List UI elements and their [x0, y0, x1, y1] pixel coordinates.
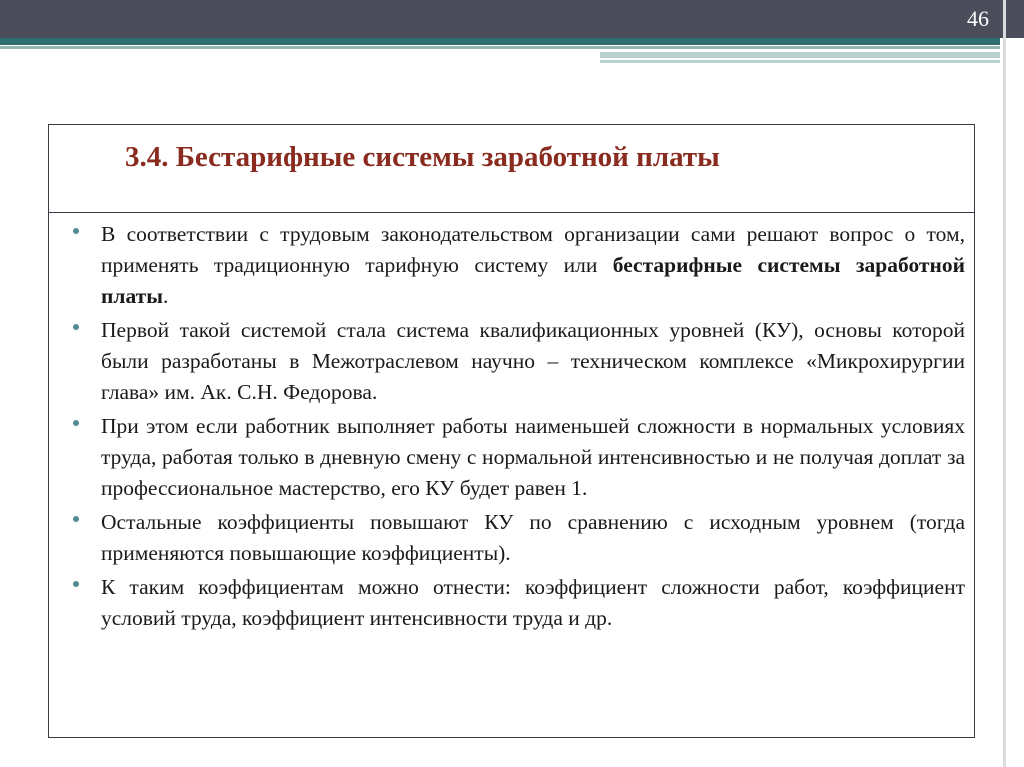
bullet-text: В соответствии с трудовым законодательством организации сами решают вопрос о том, применять традиционную тарифную систему или бестарифные системы заработной платы.: [101, 222, 965, 308]
bullet-dot-icon: [73, 420, 79, 426]
title-box: [49, 125, 974, 213]
bullet-dot-icon: [73, 581, 79, 587]
list-item: [73, 507, 965, 569]
list-item: [73, 219, 965, 312]
bullet-text: При этом если работник выполняет работы наименьшей сложности в нормальных условиях труда, работая только в дневную смену с нормальной интенсивностью и не получая доплат за профессиональное мастерство, его КУ будет равен 1.: [101, 414, 965, 500]
decor-stripe: [0, 38, 1000, 45]
right-edge-line: [1003, 0, 1006, 767]
bullet-text: Остальные коэффициенты повышают КУ по сравнению с исходным уровнем (тогда применяются повышающие коэффициенты).: [101, 510, 965, 565]
decor-stripe: [600, 60, 1000, 63]
list-item: [73, 411, 965, 504]
slide-title: 3.4. Бестарифные системы заработной платы: [125, 141, 720, 173]
bullet-list: [73, 219, 965, 637]
bullet-dot-icon: [73, 228, 79, 234]
bullet-text: Первой такой системой стала система квалификационных уровней (КУ), основы которой были разработаны в Межотраслевом научно – техническом комплексе «Микрохирургии глава» им. Ак. С.Н. Федорова.: [101, 318, 965, 404]
content-frame: [48, 124, 975, 738]
top-bar: [0, 0, 1024, 38]
page-number: 46: [967, 6, 989, 31]
bullet-dot-icon: [73, 516, 79, 522]
decor-stripe: [0, 46, 1000, 49]
bullet-dot-icon: [73, 324, 79, 330]
list-item: [73, 315, 965, 408]
list-item: [73, 572, 965, 634]
decor-stripe: [600, 52, 1000, 58]
bold-term: бестарифные системы заработной платы: [101, 253, 965, 308]
bullet-text: К таким коэффициентам можно отнести: коэффициент сложности работ, коэффициент условий труда, коэффициент интенсивности труда и др.: [101, 575, 965, 630]
